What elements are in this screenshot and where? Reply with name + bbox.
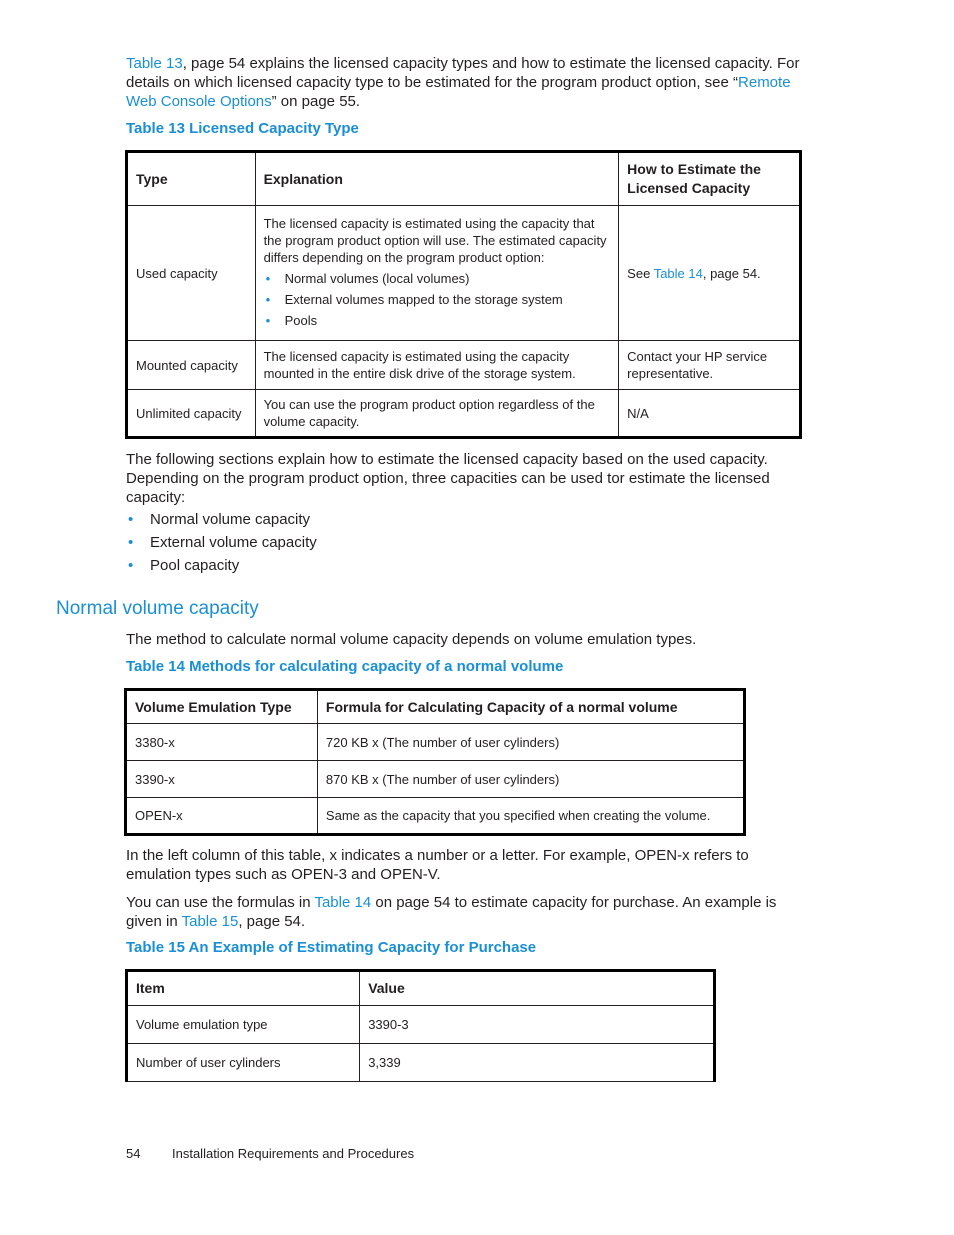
table13-caption: Table 13 Licensed Capacity Type	[126, 120, 359, 137]
bullet-icon: •	[128, 511, 134, 528]
remote-web-console-link[interactable]: Remote Web Console Options	[126, 74, 791, 110]
row-estimate: Contact your HP service representative.	[619, 341, 801, 390]
intro-paragraph	[126, 54, 806, 111]
explanation-bullets	[264, 268, 611, 331]
table-row	[127, 390, 801, 438]
header-explanation: Explanation	[255, 152, 619, 206]
table13-link[interactable]: Table 13	[126, 55, 183, 72]
row-explanation: You can use the program product option regardless of the volume capacity.	[255, 390, 619, 438]
header-item: Item	[127, 971, 360, 1006]
table-row: 3390-x 870 KB x (The number of user cylinders)	[126, 761, 745, 798]
list-item: • Normal volume capacity	[128, 511, 311, 528]
table-row	[127, 341, 801, 390]
table-header-row	[126, 690, 745, 724]
after-table14-paragraph: In the left column of this table, x indicates a number or a letter. For example, OPEN-x refers to emulation types such as OPEN-3 and OPEN-V.	[126, 847, 749, 883]
intro-text-1: , page 54 explains the licensed capacity types and how to estimate the licensed capacity. For details on which licensed capacity type to be estimated for the program product option, see “	[126, 55, 800, 91]
table-row: OPEN-x Same as the capacity that you specified when creating the volume.	[126, 798, 745, 835]
bullet-icon: •	[128, 534, 134, 551]
row-estimate: See Table 14, page 54.	[619, 206, 801, 341]
table15	[125, 969, 716, 1082]
table14-caption: Table 14 Methods for calculating capacity of a normal volume	[126, 658, 564, 675]
bullet-icon: •	[128, 557, 134, 574]
row-type: Used capacity	[127, 206, 256, 341]
intro-text-2: ” on page 55.	[271, 93, 361, 110]
row-type: Mounted capacity	[127, 341, 256, 390]
following-paragraph: The following sections explain how to estimate the licensed capacity based on the used capacity. Depending on the program product option, three capacities can be used tor estimate the licensed capacity:	[126, 451, 770, 506]
footer-title: Installation Requirements and Procedures	[172, 1146, 415, 1161]
table-row: 3380-x 720 KB x (The number of user cylinders)	[126, 724, 745, 761]
table-row	[127, 206, 801, 341]
table-header-row	[127, 971, 715, 1006]
bullet-icon: •	[265, 292, 271, 307]
table13	[125, 150, 802, 439]
header-value: Value	[360, 971, 715, 1006]
header-formula: Formula for Calculating Capacity of a normal volume	[317, 690, 744, 724]
row-type: Unlimited capacity	[127, 390, 256, 438]
row-explanation	[255, 206, 619, 341]
list-item: • Pool capacity	[128, 557, 240, 574]
list-item: • Normal volumes (local volumes)	[264, 268, 611, 289]
table-row: Number of user cylinders 3,339	[127, 1044, 715, 1082]
table15-caption: Table 15 An Example of Estimating Capacity for Purchase	[126, 939, 537, 956]
list-item: • Pools	[264, 310, 611, 331]
header-how-to-estimate: How to Estimate the Licensed Capacity	[619, 152, 801, 206]
table14-link[interactable]: Table 14	[653, 265, 703, 281]
table15-link[interactable]: Table 15	[181, 913, 239, 930]
list-item: • External volumes mapped to the storage system	[264, 289, 611, 310]
section-paragraph: The method to calculate normal volume capacity depends on volume emulation types.	[126, 631, 697, 648]
explanation-text: The licensed capacity is estimated using the capacity that the program product option will use. The estimated capacity differs depending on the program product option:	[263, 216, 607, 265]
capacity-list	[126, 510, 526, 579]
table14-link[interactable]: Table 14	[314, 894, 372, 911]
row-estimate: N/A	[619, 390, 801, 438]
table-row: Volume emulation type 3390-3	[127, 1006, 715, 1044]
header-type: Type	[127, 152, 256, 206]
formulas-paragraph: You can use the formulas in Table 14 on page 54 to estimate capacity for purchase. An example is given in Table 15, page 54.	[126, 894, 777, 930]
bullet-icon: •	[265, 271, 271, 286]
page-number: 54	[126, 1146, 141, 1161]
table-header-row	[127, 152, 801, 206]
section-heading: Normal volume capacity	[56, 598, 259, 619]
bullet-icon: •	[265, 313, 271, 328]
table14	[124, 688, 746, 836]
row-explanation: The licensed capacity is estimated using the capacity mounted in the entire disk drive of the storage system.	[255, 341, 619, 390]
list-item: • External volume capacity	[128, 534, 317, 551]
header-volume-emulation-type: Volume Emulation Type	[126, 690, 318, 724]
